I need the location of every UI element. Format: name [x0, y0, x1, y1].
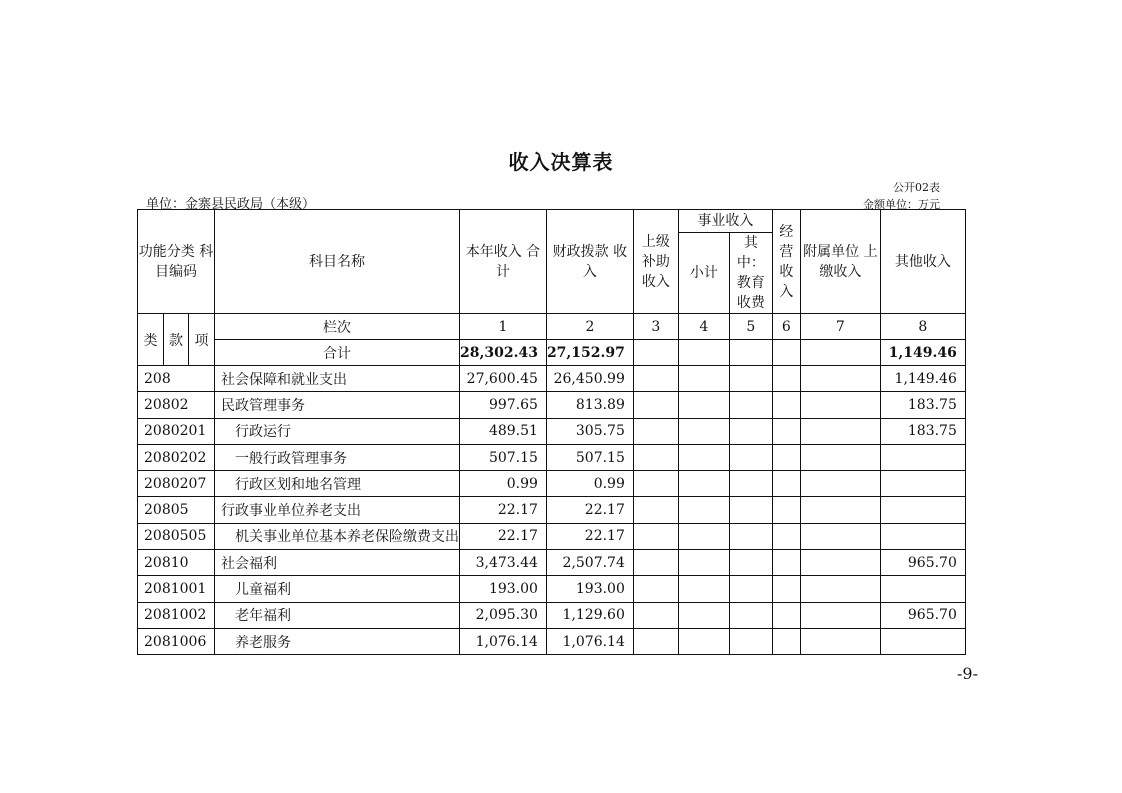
table-row	[138, 366, 966, 392]
page-title: 收入决算表	[508, 150, 614, 174]
total-sum: 28,302.43	[460, 340, 547, 366]
header-operating: 经 营 收 入	[772, 210, 800, 314]
form-number: 公开02表	[893, 181, 940, 194]
row-other	[880, 471, 965, 497]
row-total: 507.15	[460, 444, 547, 470]
row-fiscal: 22.17	[546, 523, 633, 549]
row-fiscal: 1,129.60	[546, 602, 633, 628]
col-number: 5	[729, 314, 772, 340]
row-other	[880, 497, 965, 523]
page-number: -9-	[957, 664, 978, 683]
table-row	[138, 392, 966, 418]
header-subtotal: 小计	[678, 233, 729, 314]
row-name: 民政管理事务	[215, 392, 460, 418]
row-fiscal: 193.00	[546, 576, 633, 602]
row-code: 20810	[138, 550, 215, 576]
row-other	[880, 444, 965, 470]
row-other: 183.75	[880, 418, 965, 444]
table-row	[138, 523, 966, 549]
row-other: 965.70	[880, 550, 965, 576]
header-func-code: 功能分类 科目编码	[138, 210, 215, 314]
row-code: 2081006	[138, 628, 215, 654]
row-total: 2,095.30	[460, 602, 547, 628]
row-fiscal: 813.89	[546, 392, 633, 418]
table-row	[138, 576, 966, 602]
amount-unit-label: 金额单位：万元	[863, 198, 940, 211]
header-superior: 上级 补助 收入	[633, 210, 678, 314]
table-row	[138, 471, 966, 497]
column-row-label: 栏次	[215, 314, 460, 340]
row-other: 183.75	[880, 392, 965, 418]
row-total: 3,473.44	[460, 550, 547, 576]
header-affiliated: 附属单位 上缴收入	[800, 210, 880, 314]
row-total: 0.99	[460, 471, 547, 497]
table-row	[138, 550, 966, 576]
col-number: 1	[460, 314, 547, 340]
row-name: 社会福利	[215, 550, 460, 576]
unit-label: 单位：金寨县民政局（本级）	[146, 197, 316, 212]
table-row	[138, 628, 966, 654]
row-name: 老年福利	[215, 602, 460, 628]
row-name: 一般行政管理事务	[215, 444, 460, 470]
income-table	[137, 209, 966, 655]
table-row	[138, 497, 966, 523]
row-name: 行政事业单位养老支出	[215, 497, 460, 523]
col-number: 8	[880, 314, 965, 340]
row-name: 社会保障和就业支出	[215, 366, 460, 392]
row-name: 儿童福利	[215, 576, 460, 602]
row-total: 22.17	[460, 497, 547, 523]
row-code: 208	[138, 366, 215, 392]
row-code: 20805	[138, 497, 215, 523]
row-code: 2080505	[138, 523, 215, 549]
row-fiscal: 26,450.99	[546, 366, 633, 392]
row-code: 20802	[138, 392, 215, 418]
table-row	[138, 602, 966, 628]
row-other: 965.70	[880, 602, 965, 628]
row-code: 2080207	[138, 471, 215, 497]
header-total: 本年收入 合计	[460, 210, 547, 314]
row-total: 193.00	[460, 576, 547, 602]
total-other: 1,149.46	[880, 340, 965, 366]
row-name: 行政运行	[215, 418, 460, 444]
row-fiscal: 305.75	[546, 418, 633, 444]
row-fiscal: 507.15	[546, 444, 633, 470]
row-code: 2081002	[138, 602, 215, 628]
row-name: 行政区划和地名管理	[215, 471, 460, 497]
row-other: 1,149.46	[880, 366, 965, 392]
total-row-label: 合计	[215, 340, 460, 366]
row-other	[880, 628, 965, 654]
col-number: 6	[772, 314, 800, 340]
row-name: 机关事业单位基本养老保险缴费支出	[215, 523, 460, 549]
row-code: 2080201	[138, 418, 215, 444]
col-number: 3	[633, 314, 678, 340]
row-fiscal: 1,076.14	[546, 628, 633, 654]
row-fiscal: 2,507.74	[546, 550, 633, 576]
row-other	[880, 576, 965, 602]
table-row	[138, 444, 966, 470]
col-number: 4	[678, 314, 729, 340]
row-code: 2080202	[138, 444, 215, 470]
col-number: 2	[546, 314, 633, 340]
table-row	[138, 418, 966, 444]
header-business: 事业收入	[678, 210, 772, 233]
header-fiscal: 财政拨款 收入	[546, 210, 633, 314]
header-other: 其他收入	[880, 210, 965, 314]
row-total: 997.65	[460, 392, 547, 418]
header-edu: 其 中： 教育 收费	[729, 233, 772, 314]
row-total: 27,600.45	[460, 366, 547, 392]
row-fiscal: 0.99	[546, 471, 633, 497]
row-total: 1,076.14	[460, 628, 547, 654]
header-xiang: 项	[189, 314, 215, 366]
col-number: 7	[800, 314, 880, 340]
row-code: 2081001	[138, 576, 215, 602]
row-other	[880, 523, 965, 549]
row-name: 养老服务	[215, 628, 460, 654]
header-kuan: 款	[164, 314, 189, 366]
total-fiscal: 27,152.97	[546, 340, 633, 366]
row-fiscal: 22.17	[546, 497, 633, 523]
row-total: 22.17	[460, 523, 547, 549]
header-lei: 类	[138, 314, 164, 366]
row-total: 489.51	[460, 418, 547, 444]
header-subject: 科目名称	[215, 210, 460, 314]
